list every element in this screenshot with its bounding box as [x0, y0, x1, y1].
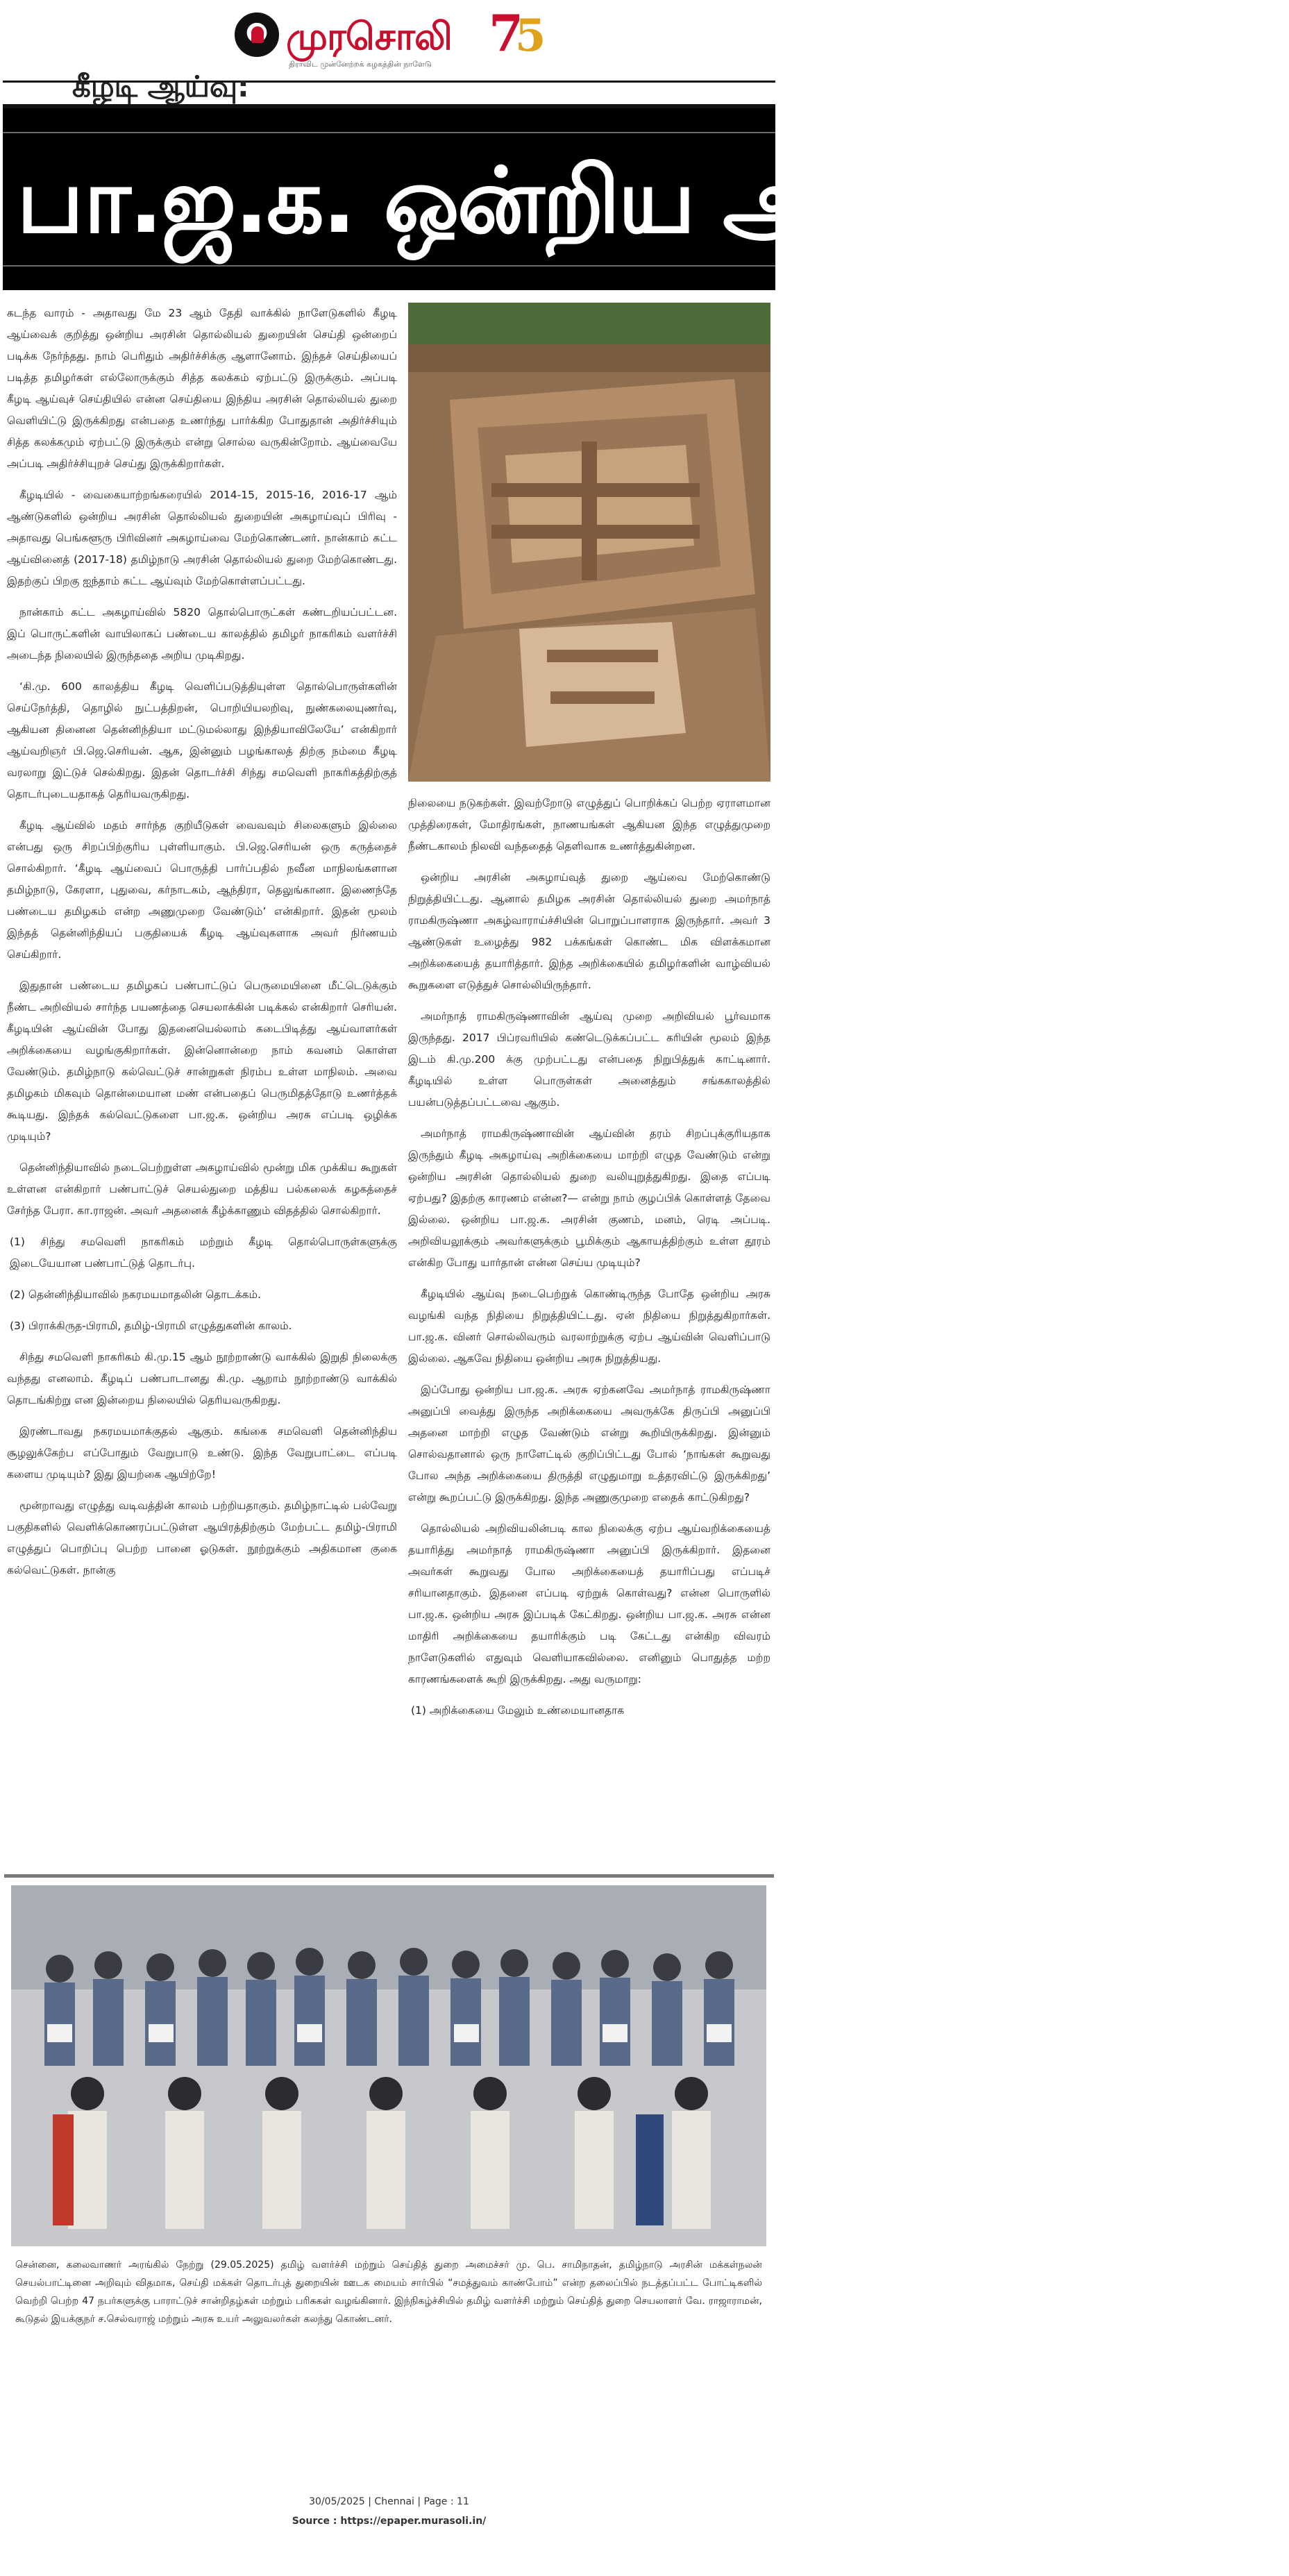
award-ceremony-illustration: [11, 1885, 766, 2246]
article-paragraph: கீழடியில் ஆய்வு நடைபெற்றுக் கொண்டிருந்த போதே ஒன்றிய அரசு வழங்கி வந்த நிதியை நிறுத்தியிட்டது. ஏன் நிதியை நிறுத்துகிறார்கள். பா.ஜ.க. வினர் சொல்லிவரும் வரலாற்றுக்கு ஏற்ப ஆய்வின் வெளிப்பாடு இல்லை. ஆகவே நிதியை ஒன்றிய அரசு நிறுத்தியது.: [408, 1288, 770, 1365]
article-paragraph: இதுதான் பண்டைய தமிழகப் பண்பாட்டுப் பெருமையினை மீட்டெடுக்கும் நீண்ட அறிவியல் சார்ந்த பயணத்தை செயலாக்கின் படிக்கல் என்கிறார் செரியன். கீழடியின் ஆய்வின் போது இதனையெல்லாம் கடைபிடித்து ஆய்வாளர்கள் அறிக்கையை வழங்குகிறார்கள். இன்னொன்றை நாம் கவனம் கொள்ள வேண்டும். தமிழ்நாடு கல்வெட்டுச் சான்றுகள் நிரம்ப உள்ள மாநிலம். அவை தமிழகம் மிகவும் தொன்மையான மண் என்பதைப் பெருமிதத்தோடு உணர்த்தக் கூடியது. இந்தக் கல்வெட்டுகளை பா.ஜ.க. ஒன்றிய அரசு எப்படி ஒழிக்க முடியும்?: [7, 979, 397, 1143]
article-paragraph: தொல்லியல் அறிவியலின்படி கால நிலைக்கு ஏற்ப ஆய்வறிக்கையைத் தயாரித்து அமர்நாத் ராமகிருஷ்ணா அனுப்பி இருக்கிறார். இதனை அவர்கள் கூறுவது போல அறிக்கையைத் தயாரிப்பது எப்படிச் சரியானதாகும். இதனை எப்படி ஏற்றுக் கொள்வது? என்ன பொருளில் பா.ஜ.க. ஒன்றிய அரசு இப்படிக் கேட்கிறது. ஒன்றிய பா.ஜ.க. அரசு என்ன மாதிரி அறிக்கையை தயாரிக்கும் படி கேட்டது என்கிற விவரம் நாளேடுகளில் எதுவும் வெளியாகவில்லை. எனினும் பொதுத்த மற்ற காரணங்களைக் கூறி இருக்கிறது. அது வருமாறு:: [408, 1522, 770, 1685]
excavation-site-illustration: [408, 303, 770, 782]
article-paragraph: அமர்நாத் ராமகிருஷ்ணாவின் ஆய்வு முறை அறிவியல் பூர்வமாக இருந்தது. 2017 பிப்ரவரியில் கண்டெடுக்கப்பட்ட கரியின் மூலம் இந்த இடம் கி.மு.200 க்கு முற்பட்டது என்பதை நிறுபித்துக் காட்டினார். கீழடியில் உள்ள பொருள்கள் அனைத்தும் சங்ககாலத்தில் பயன்படுத்தப்பட்டவை ஆகும்.: [408, 1010, 770, 1109]
excavation-site-photo: [408, 303, 770, 782]
article-paragraph: நிலையை நடுகற்கள். இவற்றோடு எழுத்துப் பொறிக்கப் பெற்ற ஏராளமான முத்திரைகள், மோதிரங்கள், நாணயங்கள் ஆகியன இந்த எழுத்துமுறை நீண்டகாலம் நிலவி வந்ததைத் தெளிவாக உணர்த்துகின்றன.: [408, 797, 770, 852]
paper-name: முரசொலி: [286, 14, 452, 58]
article-body: [7, 303, 770, 1858]
article-paragraph: ஒன்றிய அரசின் அகழாய்வுத் துறை ஆய்வை மேற்கொண்டு நிறுத்தியிட்டது. ஆனால் தமிழக அரசின் தொல்லியல் துறை அமர்நாத் ராமகிருஷ்ணா அகழ்வாராய்ச்சியின் பொறுப்பாளராக இருந்தார். அவர் 3 ஆண்டுகள் உழைத்து 982 பக்கங்கள் கொண்ட மிக விளக்கமான அறிக்கையைத் தயாரித்தார். இந்த அறிக்கையில் தமிழர்களின் வாழ்வியல் கூறுகளை எடுத்துச் சொல்லியிருந்தார்.: [408, 871, 770, 991]
article-paragraph: மூன்றாவது எழுத்து வடிவத்தின் காலம் பற்றியதாகும். தமிழ்நாட்டில் பல்வேறு பகுதிகளில் வெளிக்கொணரப்பட்டுள்ள ஆயிரத்திற்கும் மேற்பட்ட தமிழ்-பிராமி எழுத்துப் பொறிப்பு பெற்ற பானை ஓடுகள். நூற்றுக்கும் அதிகமான குகை கல்வெட்டுகள். நான்கு: [7, 1499, 397, 1576]
photo-caption: சென்னை, கலைவாணர் அரங்கில் நேற்று (29.05.2025) தமிழ் வளர்ச்சி மற்றும் செய்தித் துறை அமைச்சர் மு. பெ. சாமிநாதன், தமிழ்நாடு அரசின் மக்கள்நலன் செயல்பாட்டினை அறிவும் விதமாக, செய்தி மக்கள் தொடர்புத் துறையின் ஊடக மையம் சார்பில் “சமத்துவம் காண்போம்” என்ற தலைப்பில் நடத்தப்பட்ட போட்டிகளில் வெற்றி பெற்ற 47 நபர்களுக்கு பாராட்டுச் சான்றிதழ்கள் மற்றும் பரிசுகள் வழங்கினார். இந்நிகழ்ச்சியில் தமிழ் வளர்ச்சி மற்றும் செய்தித் துறை செயலாளர் வே. ராஜாராமன், கூடுதல் இயக்குநர் ச.செல்வராஜ் மற்றும் அரசு உயர் அலுவலர்கள் கலந்து கொண்டனர்.: [15, 2259, 762, 2325]
date-city-page: 30/05/2025 | Chennai | Page : 11: [309, 2496, 469, 2507]
award-ceremony-photo: [11, 1885, 766, 2246]
article-list-item: (1) சிந்து சமவெளி நாகரிகம் மற்றும் கீழடி தொல்பொருள்களுக்கு இடையேயான பண்பாட்டுத் தொடர்பு.: [10, 1236, 397, 1270]
article-paragraph: அமர்நாத் ராமகிருஷ்ணாவின் ஆய்வின் தரம் சிறப்புக்குரியதாக இருந்தும் கீழடி அகழாய்வு அறிக்கையை மாற்றி எழுத வேண்டும் என்று ஒன்றிய அரசின் தொல்லியல் துறை வலியுறுத்துகிறது. இதை எப்படி ஏற்பது? இதற்கு காரணம் என்ன?— என்று நாம் குழப்பிக் கொள்ளத் தேவை இல்லை. ஒன்றிய பா.ஜ.க. அரசின் குணம், மனம், ரெடி அப்படி. அறிவியலூக்கும் அவர்களுக்கும் பூமிக்கும் ஆகாயத்திற்கும் உள்ள தூரம் என்கிற போது யார்தான் என்ன செய்ய முடியும்?: [408, 1127, 770, 1269]
kicker-strip: [3, 69, 775, 104]
article-list-item: (2) தென்னிந்தியாவில் நகரமயமாதலின் தொடக்கம்.: [10, 1288, 261, 1301]
article-list-item: (3) பிராக்கிருத-பிராமி, தமிழ்-பிராமி எழுத்துகளின் காலம்.: [10, 1320, 292, 1332]
article-paragraph: தென்னிந்தியாவில் நடைபெற்றுள்ள அகழாய்வில் மூன்று மிக முக்கிய கூறுகள் உள்ளன என்கிறார் பண்பாட்டுச் செயல்துறை மத்திய பல்கலைக் கழகத்தைச் சேர்ந்த பேரா. கா.ராஜன். அவர் அதனைக் கீழ்க்காணும் விதத்தில் சொல்கிறார்.: [7, 1161, 397, 1217]
article-paragraph: ‘கி.மு. 600 காலத்திய கீழடி வெளிப்படுத்தியுள்ள தொல்பொருள்களின் செய்நேர்த்தி, தொழில் நுட்பத்திறன், பொறியியலறிவு, நுண்கலையுணர்வு, ஆகியன தினைன தென்னிந்தியா மட்டுமல்லாது இந்தியாவிலேயே’ என்கிறார் ஆய்வறிஞர் பி.ஜெ.செரியன். ஆக, இன்னும் பழங்காலத் திற்கு நம்மை கீழடி வரலாறு இட்டுச் செல்கிறது. இதன் தொடர்ச்சி சிந்து சமவெளி நாகரிகத்திற்குத் தொடர்புடையதாகத் தெரியவருகிறது.: [7, 680, 397, 800]
article-column-right-text: [408, 793, 770, 1858]
article-paragraph: கீழடியில் - வைகையாற்றங்கரையில் 2014-15, 2015-16, 2016-17 ஆம் ஆண்டுகளில் ஒன்றிய அரசின் தொல்லியல் துறையின் அகழாய்வுப் பிரிவு - அதாவது பெங்களூரு பிரிவினர் அகழாய்வை மேற்கொண்டனர். நான்காம் கட்ட ஆய்வினைத் (2017-18) தமிழ்நாடு அரசின் தொல்லியல் துறை மேற்கொண்டது. இதற்குப் பிறகு ஐந்தாம் கட்ட ஆய்வும் மேற்கொள்ளப்பட்டது.: [7, 489, 397, 587]
article-paragraph: கீழடி ஆய்வில் மதம் சார்ந்த குறியீடுகள் வைவவும் சிலைகளும் இல்லை என்பது ஒரு சிறப்பிற்குரிய புள்ளியாகும். பி.ஜெ.செரியன் ஒரு கருத்தைச் சொல்கிறார். ‘கீழடி ஆய்வைப் பொருத்தி பார்ப்பதில் நவீன மாநிலங்களான தமிழ்நாடு, கேரளா, புதுவை, கர்நாடகம், ஆந்திரா, தெலுங்கானா. இணைந்தே பண்டைய தமிழகம் என்ற அணுமுறை வேண்டும்’ என்கிறார். இதன் மூலம் இந்தத் தென்னிந்தியப் பகுதியைக் கீழடி ஆய்வுகளாக அவர் நிர்ணயம் செய்கிறார்.: [7, 819, 397, 961]
page-footer: [0, 2492, 778, 2541]
party-emblem-icon: [235, 12, 279, 57]
article-paragraph: நான்காம் கட்ட அகழாய்வில் 5820 தொல்பொருட்கள் கண்டறியப்பட்டன. இப் பொருட்களின் வாயிலாகப் பண்டைய காலத்தில் தமிழர் நாகரிகம் வளர்ச்சி அடைந்த நிலையில் இருந்ததை அறிய முடிகிறது.: [7, 606, 397, 662]
section-divider: [4, 1874, 774, 1878]
headline-band: [3, 104, 1289, 290]
article-column-left: [7, 303, 397, 1858]
article-list-item: (1) அறிக்கையை மேலும் உண்மையானதாக: [411, 1704, 625, 1717]
article-paragraph: இப்போது ஒன்றிய பா.ஜ.க. அரசு ஏற்கனவே அமர்நாத் ராமகிருஷ்ணா அனுப்பி வைத்து இருந்த அறிக்கையை அவருக்கே திருப்பி அனுப்பி அதனை மாற்றி எழுத வேண்டும் என்று கூறியிருக்கிறது. இன்னும் சொல்வதானால் ஒரு நாளேட்டில் குறிப்பிட்டது போல் ‘நாங்கள் கூறுவது போல அந்த அறிக்கையை திருத்தி எழுதுமாறு உத்தரவிட்டு இருக்கிறது’ என்று கூறப்பட்டு இருக்கிறது. இந்த அணுகுமுறை எதைக் காட்டுகிறது?: [408, 1383, 770, 1504]
article-column-right: [408, 303, 770, 1858]
article-paragraph: சிந்து சமவெளி நாகரிகம் கி.மு.15 ஆம் நூற்றாண்டு வாக்கில் இறுதி நிலைக்கு வந்தது எனலாம். கீழடிப் பண்பாடானது கி.மு. ஆறாம் நூற்றாண்டு வாக்கில் தொடங்கிற்று என இன்றைய நிலையில் தெரியவருகிறது.: [7, 1351, 397, 1406]
article-paragraph: கடந்த வாரம் - அதாவது மே 23 ஆம் தேதி வாக்கில் நாளேடுகளில் கீழடி ஆய்வைக் குறித்து ஒன்றிய அரசின் தொல்லியல் துறையின் செய்தி ஒன்றைப் படிக்க நேர்ந்தது. நாம் பெரிதும் அதிர்ச்சிக்கு ஆளானோம். இந்தச் செய்தியைப் படித்த தமிழர்கள் எல்லோருக்கும் சித்த கலக்கம் ஏற்பட்டு இருக்கும். அப்படி கீழடி ஆய்வுச் செய்தியில் என்ன செய்தியை இந்திய அரசின் தொல்லியல் துறை வெளியிட்டு இருக்கிறது என்பதை உணர்ந்து பார்க்கிற போதுதான் அதிர்ச்சியும் சித்த கலக்கமும் ஏற்பட்டு இருக்கும் என்று சொல்ல வருகின்றோம். ஆய்வையே அப்படி அதிர்ச்சியுறச் செய்து இருக்கிறார்கள்.: [7, 307, 397, 470]
anniversary-digit-seven: 7: [489, 3, 524, 62]
anniversary-75-logo: [489, 3, 548, 68]
article-paragraph: இரண்டாவது நகரமயமாக்குதல் ஆகும். கங்கை சமவெளி தென்னிந்திய சூழலுக்கேற்ப எப்போதும் வேறுபாடு உண்டு. இந்த வேறுபாட்டை எப்படி களைய முடியும்? இது இயற்கை ஆயிற்றே!: [7, 1425, 397, 1481]
anniversary-digit-five: 5: [515, 10, 546, 62]
kicker-text: கீழடி ஆய்வு:: [72, 69, 249, 103]
headline: பா.ஜ.க. ஒன்றிய அரசு திருத்தம்: [17, 148, 1289, 253]
source-url: Source : https://epaper.murasoli.in/: [292, 2516, 487, 2527]
tagline: திராவிட முன்னேற்றக் கழகத்தின் நாளேடு: [289, 60, 432, 69]
